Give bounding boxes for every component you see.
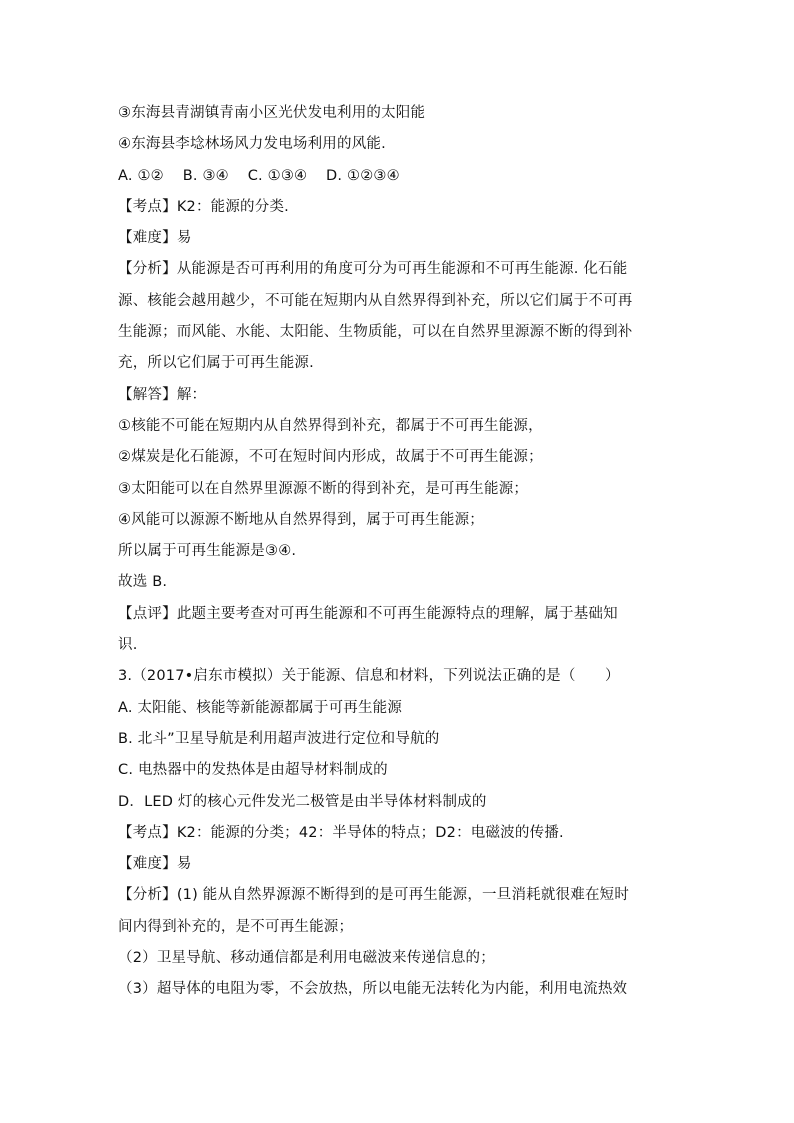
nandu-text: 易 <box>176 856 192 873</box>
q3-fenxi-line: 间内得到补充的，是不可再生能源； <box>118 918 354 935</box>
q2-answer-line: ②煤炭是化石能源，不可在短时间内形成，故属于不可再生能源； <box>118 449 543 466</box>
q3-stem: 3.（2017•启东市模拟）关于能源、信息和材料，下列说法正确的是（ ） <box>118 668 620 685</box>
q2-fenxi-line: 充，所以它们属于可再生能源. <box>118 355 314 372</box>
document-page <box>118 98 688 1006</box>
kaodian-tag: 【考点】 <box>118 198 177 215</box>
q2-dianping-line: 识. <box>118 637 138 654</box>
q3-option-a: A. 太阳能、核能等新能源都属于可再生能源 <box>118 699 403 716</box>
q2-option-b: B. ③④ <box>182 167 229 184</box>
q2-answer-line: ④风能可以源源不断地从自然界得到，属于可再生能源； <box>118 511 484 528</box>
q2-fenxi-line: 生能源；而风能、水能、太阳能、生物质能，可以在自然界里源源不断的得到补 <box>118 324 633 341</box>
q2-nandu <box>118 223 688 254</box>
fenxi-tag: 【分析】 <box>118 261 177 278</box>
q3-option-b: B. 北斗”卫星导航是利用超声波进行定位和导航的 <box>118 730 440 747</box>
q2-answer-line: 故选 B. <box>118 574 168 591</box>
q2-answer-line: ③太阳能可以在自然界里源源不断的得到补充，是可再生能源； <box>118 480 529 497</box>
q2-answer-line: ①核能不可能在短期内从自然界得到补充，都属于不可再生能源， <box>118 417 543 434</box>
q2-dianping <box>118 599 688 630</box>
q2-options <box>118 161 688 192</box>
dianping-tag: 【点评】 <box>118 605 177 622</box>
q2-item-4: ④东海县李埝林场风力发电场利用的风能. <box>118 136 386 153</box>
fenxi-tag: 【分析】 <box>118 887 177 904</box>
kaodian-tag: 【考点】 <box>118 824 177 841</box>
nandu-text: 易 <box>176 230 192 247</box>
nandu-tag: 【难度】 <box>118 856 177 873</box>
dianping-text: 此题主要考查对可再生能源和不可再生能源特点的理解，属于基础知 <box>176 605 618 622</box>
jieda-text: 解： <box>176 386 207 403</box>
q3-fenxi-line <box>118 880 688 911</box>
q3-option-d: D．LED 灯的核心元件发光二极管是由半导体材料制成的 <box>118 793 487 810</box>
q3-fenxi-line: （3）超导体的电阻为零，不会放热，所以电能无法转化为内能，利用电流热效 <box>118 981 628 998</box>
q2-item-3: ③东海县青湖镇青南小区光伏发电利用的太阳能 <box>118 105 426 121</box>
q3-fenxi-line: （2）卫星导航、移动通信都是利用电磁波来传递信息的； <box>118 950 495 967</box>
nandu-tag: 【难度】 <box>118 230 177 247</box>
jieda-tag: 【解答】 <box>118 386 177 403</box>
q2-option-a: A. ①② <box>118 167 164 184</box>
q2-fenxi-line: 源、核能会越用越少，不可能在短期内从自然界得到补充，所以它们属于不可再 <box>118 292 633 309</box>
q2-option-d: D. ①②③④ <box>326 167 400 184</box>
q3-kaodian <box>118 818 688 849</box>
q2-option-c: C. ①③④ <box>247 167 308 184</box>
q2-jieda <box>118 380 688 411</box>
kaodian-text: K2：能源的分类；42：半导体的特点；D2：电磁波的传播. <box>176 824 564 841</box>
q2-answer-line: 所以属于可再生能源是③④. <box>118 543 297 560</box>
fenxi-text: (1) 能从自然界源源不断得到的是可再生能源，一旦消耗就很难在短时 <box>176 887 630 904</box>
q2-fenxi-line <box>118 254 688 285</box>
q3-nandu <box>118 849 688 880</box>
q3-option-c: C. 电热器中的发热体是由超导材料制成的 <box>118 762 388 779</box>
q2-kaodian <box>118 192 688 223</box>
fenxi-text: 从能源是否可再利用的角度可分为可再生能源和不可再生能源. 化石能 <box>176 261 628 278</box>
kaodian-text: K2：能源的分类. <box>176 198 289 215</box>
